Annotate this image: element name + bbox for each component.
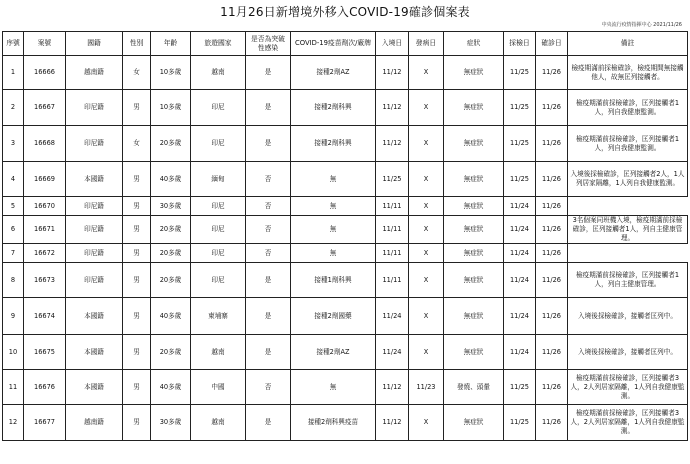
table-row	[3, 298, 688, 335]
table-cell: X	[409, 126, 444, 162]
table-cell: 否	[246, 370, 291, 405]
table-cell: 11/24	[504, 197, 536, 216]
table-cell: 16666	[24, 56, 66, 90]
table-cell: 11/24	[376, 298, 409, 335]
table-cell: 11/24	[504, 216, 536, 244]
table-cell: 印尼	[191, 263, 246, 298]
table-cell: 11/25	[504, 405, 536, 441]
case-table	[2, 31, 688, 441]
table-row	[3, 90, 688, 126]
table-cell: 印尼籍	[66, 216, 123, 244]
table-cell: 11	[3, 370, 24, 405]
table-cell: 11/11	[376, 263, 409, 298]
table-row	[3, 56, 688, 90]
note-cell: 3名個案同班機入境，檢疫期滿前採檢確診，匡列接觸者1人，列自主健康管理。	[568, 216, 688, 244]
table-cell: 接種2劑AZ	[291, 56, 376, 90]
table-header-row	[3, 32, 688, 56]
column-header: 旅遊國家	[191, 32, 246, 56]
note-cell: 入境後採檢確診，接觸者匡列中。	[568, 298, 688, 335]
table-cell: 10多歲	[151, 90, 191, 126]
table-cell: 男	[123, 298, 151, 335]
table-cell: 男	[123, 244, 151, 263]
column-header: 序號	[3, 32, 24, 56]
table-cell: X	[409, 298, 444, 335]
table-cell: 11/26	[536, 162, 568, 197]
table-cell: 1	[3, 56, 24, 90]
table-row	[3, 126, 688, 162]
table-cell: 無	[291, 197, 376, 216]
table-cell: 11/24	[504, 263, 536, 298]
table-cell: 16676	[24, 370, 66, 405]
table-cell: 女	[123, 56, 151, 90]
table-cell: 男	[123, 216, 151, 244]
table-cell: 接種1劑科興	[291, 263, 376, 298]
table-cell: 印尼籍	[66, 197, 123, 216]
table-cell: X	[409, 244, 444, 263]
table-cell: 越南籍	[66, 405, 123, 441]
table-cell: 接種2劑科興疫苗	[291, 405, 376, 441]
table-cell: 無症狀	[444, 197, 504, 216]
table-cell: X	[409, 405, 444, 441]
table-cell: 男	[123, 197, 151, 216]
table-cell: 16670	[24, 197, 66, 216]
table-cell: 越南	[191, 56, 246, 90]
table-cell: 16673	[24, 263, 66, 298]
table-cell: 16668	[24, 126, 66, 162]
table-cell: 11/11	[376, 244, 409, 263]
table-cell: 無	[291, 162, 376, 197]
table-cell: 男	[123, 405, 151, 441]
table-cell: 無症狀	[444, 126, 504, 162]
table-cell: 否	[246, 216, 291, 244]
table-cell: 是	[246, 263, 291, 298]
table-cell: 越南籍	[66, 56, 123, 90]
table-cell: X	[409, 335, 444, 370]
table-cell: 7	[3, 244, 24, 263]
table-cell: 無症狀	[444, 216, 504, 244]
table-cell: 20多歲	[151, 335, 191, 370]
page-title: 11月26日新增境外移入COVID-19確診個案表	[220, 5, 470, 19]
table-cell: 30多歲	[151, 197, 191, 216]
table-cell: X	[409, 162, 444, 197]
table-cell: 11/25	[504, 90, 536, 126]
table-row	[3, 335, 688, 370]
table-cell: 無症狀	[444, 335, 504, 370]
table-cell: X	[409, 263, 444, 298]
table-cell: X	[409, 197, 444, 216]
column-header: 症狀	[444, 32, 504, 56]
table-cell: 11/11	[376, 216, 409, 244]
table-cell: 無症狀	[444, 244, 504, 263]
note-cell: 檢疫期滿前採檢確診，檢疫期間無接觸他人，故無匡列接觸者。	[568, 56, 688, 90]
table-cell: 是	[246, 126, 291, 162]
table-cell: 接種2劑科興	[291, 126, 376, 162]
table-cell: 是	[246, 298, 291, 335]
table-cell: 16672	[24, 244, 66, 263]
table-cell: 10多歲	[151, 56, 191, 90]
table-cell: X	[409, 90, 444, 126]
table-cell: 本國籍	[66, 335, 123, 370]
table-cell: 接種2劑國藥	[291, 298, 376, 335]
table-cell: 印尼籍	[66, 126, 123, 162]
table-row	[3, 405, 688, 441]
table-cell: 11/26	[536, 244, 568, 263]
table-cell: 11/12	[376, 90, 409, 126]
table-row	[3, 197, 688, 216]
table-cell: 11/26	[536, 335, 568, 370]
note-cell: 檢疫期滿前採檢確診，匡列接觸者1人，列自我健康監測。	[568, 126, 688, 162]
table-cell: 16671	[24, 216, 66, 244]
table-cell: 本國籍	[66, 370, 123, 405]
table-cell: 5	[3, 197, 24, 216]
column-header: 案號	[24, 32, 66, 56]
table-row	[3, 216, 688, 244]
table-cell: 否	[246, 197, 291, 216]
column-header: 備註	[568, 32, 688, 56]
table-cell: 11/24	[376, 335, 409, 370]
note-cell: 檢疫期滿前採檢確診，匡列接觸者1人，列自主健康管理。	[568, 263, 688, 298]
table-cell: 11/12	[376, 126, 409, 162]
column-header: 發病日	[409, 32, 444, 56]
table-cell: 接種2劑科興	[291, 90, 376, 126]
table-cell: 男	[123, 335, 151, 370]
table-cell: 發燒、頭暈	[444, 370, 504, 405]
table-cell: 11/24	[504, 298, 536, 335]
table-cell: 40多歲	[151, 370, 191, 405]
table-cell: 8	[3, 263, 24, 298]
table-cell: 本國籍	[66, 298, 123, 335]
table-cell: 11/25	[504, 370, 536, 405]
table-cell: 男	[123, 263, 151, 298]
source-note: 中央流行疫情指揮中心 2021/11/26	[601, 22, 682, 28]
table-cell: 越南	[191, 335, 246, 370]
table-cell: 是	[246, 405, 291, 441]
column-header: COVID-19疫苗劑次/廠牌	[291, 32, 376, 56]
table-row	[3, 263, 688, 298]
table-cell: 印尼籍	[66, 244, 123, 263]
table-cell: 無症狀	[444, 263, 504, 298]
table-cell: 11/24	[504, 335, 536, 370]
table-cell: 印尼籍	[66, 263, 123, 298]
note-cell: 檢疫期滿前採檢確診，匡列接觸者3人，2人列居家隔離，1人列自我健康監測。	[568, 370, 688, 405]
table-cell: 緬甸	[191, 162, 246, 197]
table-cell: 11/11	[376, 197, 409, 216]
table-cell: 6	[3, 216, 24, 244]
table-cell: 11/25	[504, 56, 536, 90]
table-cell: 中國	[191, 370, 246, 405]
table-cell: 無症狀	[444, 162, 504, 197]
table-cell: 11/23	[409, 370, 444, 405]
table-cell: 無	[291, 370, 376, 405]
table-cell: X	[409, 216, 444, 244]
table-cell: 無症狀	[444, 56, 504, 90]
column-header: 入境日	[376, 32, 409, 56]
table-cell: 11/26	[536, 405, 568, 441]
table-cell: 無症狀	[444, 90, 504, 126]
table-cell: 越南	[191, 405, 246, 441]
table-cell: 否	[246, 162, 291, 197]
table-cell: 是	[246, 56, 291, 90]
table-cell: 4	[3, 162, 24, 197]
table-cell: 9	[3, 298, 24, 335]
table-cell: 20多歲	[151, 263, 191, 298]
table-cell: 16667	[24, 90, 66, 126]
table-cell: 否	[246, 244, 291, 263]
table-cell: 2	[3, 90, 24, 126]
table-cell: 40多歲	[151, 298, 191, 335]
table-cell: 印尼	[191, 244, 246, 263]
table-cell: 無症狀	[444, 298, 504, 335]
table-cell: 20多歲	[151, 216, 191, 244]
table-cell: 11/26	[536, 263, 568, 298]
table-cell: 11/26	[536, 90, 568, 126]
table-cell: 11/25	[504, 126, 536, 162]
note-cell: 入境後採檢確診，接觸者匡列中。	[568, 335, 688, 370]
table-cell: 3	[3, 126, 24, 162]
table-cell: 男	[123, 162, 151, 197]
column-header: 年齡	[151, 32, 191, 56]
column-header: 性別	[123, 32, 151, 56]
table-cell: 本國籍	[66, 162, 123, 197]
table-cell: 11/26	[536, 126, 568, 162]
table-cell: 印尼	[191, 90, 246, 126]
table-cell: 印尼	[191, 126, 246, 162]
table-cell: 男	[123, 370, 151, 405]
note-cell: 檢疫期滿前採檢確診，匡列接觸者1人，列自我健康監測。	[568, 90, 688, 126]
table-cell: 是	[246, 90, 291, 126]
note-cell: 檢疫期滿前採檢確診，匡列接觸者3人，2人列居家隔離，1人列自我健康監測。	[568, 405, 688, 441]
table-row	[3, 244, 688, 263]
table-cell: 40多歲	[151, 162, 191, 197]
table-cell: 印尼	[191, 197, 246, 216]
column-header: 採檢日	[504, 32, 536, 56]
column-header: 國籍	[66, 32, 123, 56]
table-cell: 12	[3, 405, 24, 441]
table-cell: 無	[291, 216, 376, 244]
table-cell: 16669	[24, 162, 66, 197]
table-cell: 10	[3, 335, 24, 370]
table-cell: 30多歲	[151, 405, 191, 441]
table-cell: 柬埔寨	[191, 298, 246, 335]
table-cell: 11/25	[504, 162, 536, 197]
table-cell: 印尼籍	[66, 90, 123, 126]
table-cell: 是	[246, 335, 291, 370]
table-cell: 男	[123, 90, 151, 126]
table-cell: 無	[291, 244, 376, 263]
table-cell: 11/26	[536, 298, 568, 335]
table-cell: 11/26	[536, 197, 568, 216]
column-header: 確診日	[536, 32, 568, 56]
column-header: 是否為突破性感染	[246, 32, 291, 56]
table-cell: X	[409, 56, 444, 90]
table-cell: 11/26	[536, 216, 568, 244]
table-cell: 20多歲	[151, 244, 191, 263]
table-cell: 11/25	[376, 162, 409, 197]
table-cell: 接種2劑AZ	[291, 335, 376, 370]
table-cell: 無症狀	[444, 405, 504, 441]
table-cell: 11/12	[376, 370, 409, 405]
table-cell: 16675	[24, 335, 66, 370]
table-cell: 16677	[24, 405, 66, 441]
table-cell: 11/26	[536, 370, 568, 405]
table-row	[3, 162, 688, 197]
table-cell: 20多歲	[151, 126, 191, 162]
table-cell: 11/26	[536, 56, 568, 90]
table-row	[3, 370, 688, 405]
table-cell: 11/24	[504, 244, 536, 263]
note-cell: 入境後採檢確診，匡列接觸者2人，1人列居家隔離，1人列自我健康監測。	[568, 162, 688, 197]
table-cell: 11/12	[376, 56, 409, 90]
table-cell: 11/12	[376, 405, 409, 441]
table-cell: 女	[123, 126, 151, 162]
table-cell: 16674	[24, 298, 66, 335]
table-cell: 印尼	[191, 216, 246, 244]
